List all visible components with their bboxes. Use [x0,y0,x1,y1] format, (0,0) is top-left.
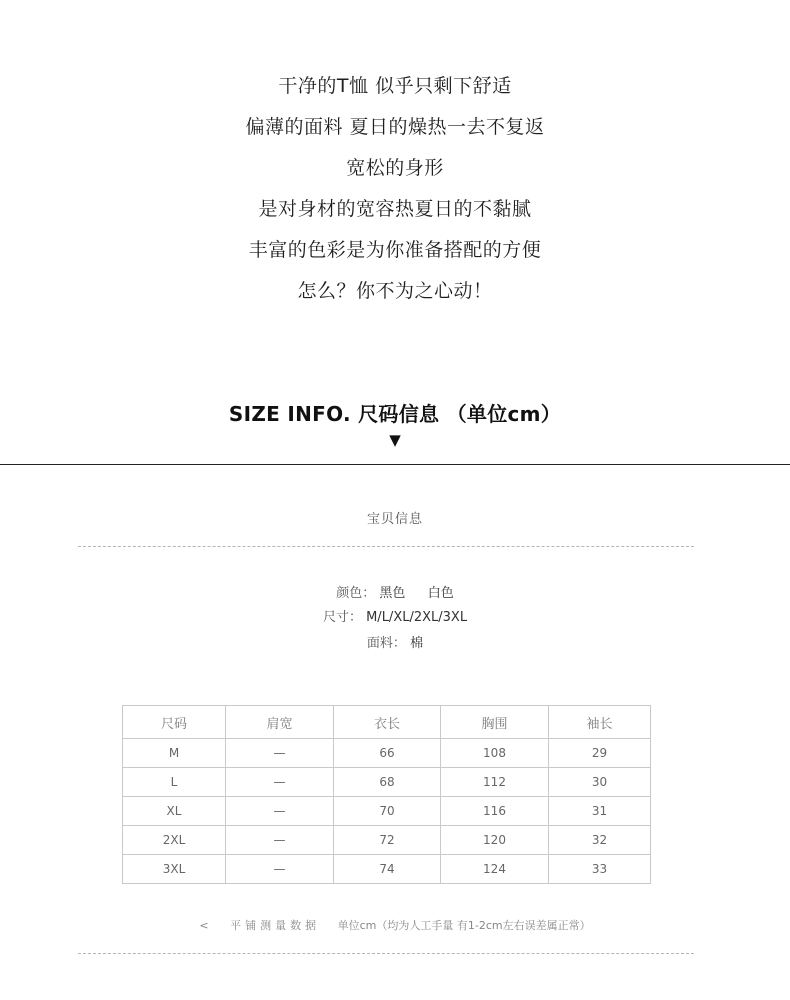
color-black: 黑色 [379,586,406,601]
measurement-note [0,917,790,933]
color-label: 颜色： [336,586,376,601]
size-label: 尺寸： [322,610,362,625]
cell-length: 72 [334,826,441,855]
header-size: 尺码 [123,706,226,739]
fabric-value: 棉 [410,636,424,651]
cell-chest: 116 [441,797,549,826]
poem [0,66,790,312]
cell-size: M [123,739,226,768]
cell-length: 66 [334,739,441,768]
cell-shoulder: — [226,826,334,855]
cell-length: 68 [334,768,441,797]
section-divider [0,464,790,465]
poem-line-2: 偏薄的面料 夏日的燥热一去不复返 [245,116,545,138]
size-values: M/L/XL/2XL/3XL [366,610,468,625]
product-fabric [0,634,790,654]
poem-line-6: 怎么？你不为之心动！ [297,280,493,302]
cell-chest: 108 [441,739,549,768]
dashed-divider-top [78,546,694,547]
down-arrow-icon: ▼ [389,431,401,449]
note-lead: 平铺测量数据 [230,919,321,932]
product-sizes [0,608,790,628]
cell-length: 74 [334,855,441,884]
poem-line-1: 干净的T恤 似乎只剩下舒适 [278,75,512,97]
cell-chest: 124 [441,855,549,884]
fabric-label: 面料： [366,636,406,651]
left-angle-icon: < [199,919,209,932]
table-header-row [123,706,651,739]
dashed-divider-bottom [78,953,694,954]
cell-shoulder: — [226,739,334,768]
cell-shoulder: — [226,797,334,826]
size-info-title: SIZE INFO. 尺码信息 （单位cm） [228,402,562,426]
product-info-heading: 宝贝信息 [366,512,423,527]
poem-line-5: 丰富的色彩是为你准备搭配的方便 [248,239,542,261]
poem-line-4: 是对身材的宽容热夏日的不黏腻 [258,198,532,220]
table-row [123,855,651,884]
cell-sleeve: 30 [549,768,651,797]
cell-size: XL [123,797,226,826]
header-length: 衣长 [334,706,441,739]
header-sleeve: 袖长 [549,706,651,739]
cell-shoulder: — [226,855,334,884]
cell-size: L [123,768,226,797]
cell-sleeve: 29 [549,739,651,768]
header-shoulder: 肩宽 [226,706,334,739]
poem-line-3: 宽松的身形 [346,157,444,179]
table-row [123,739,651,768]
table-row [123,797,651,826]
cell-sleeve: 32 [549,826,651,855]
note-text: 单位cm（均为人工手量 有1-2cm左右误差属正常） [337,919,591,932]
cell-size: 2XL [123,826,226,855]
cell-length: 70 [334,797,441,826]
cell-chest: 120 [441,826,549,855]
table-row [123,826,651,855]
product-colors [0,584,790,604]
header-chest: 胸围 [441,706,549,739]
cell-sleeve: 33 [549,855,651,884]
color-white: 白色 [427,586,454,601]
table-row [123,768,651,797]
cell-size: 3XL [123,855,226,884]
size-chart-table [122,705,651,884]
cell-shoulder: — [226,768,334,797]
cell-chest: 112 [441,768,549,797]
cell-sleeve: 31 [549,797,651,826]
